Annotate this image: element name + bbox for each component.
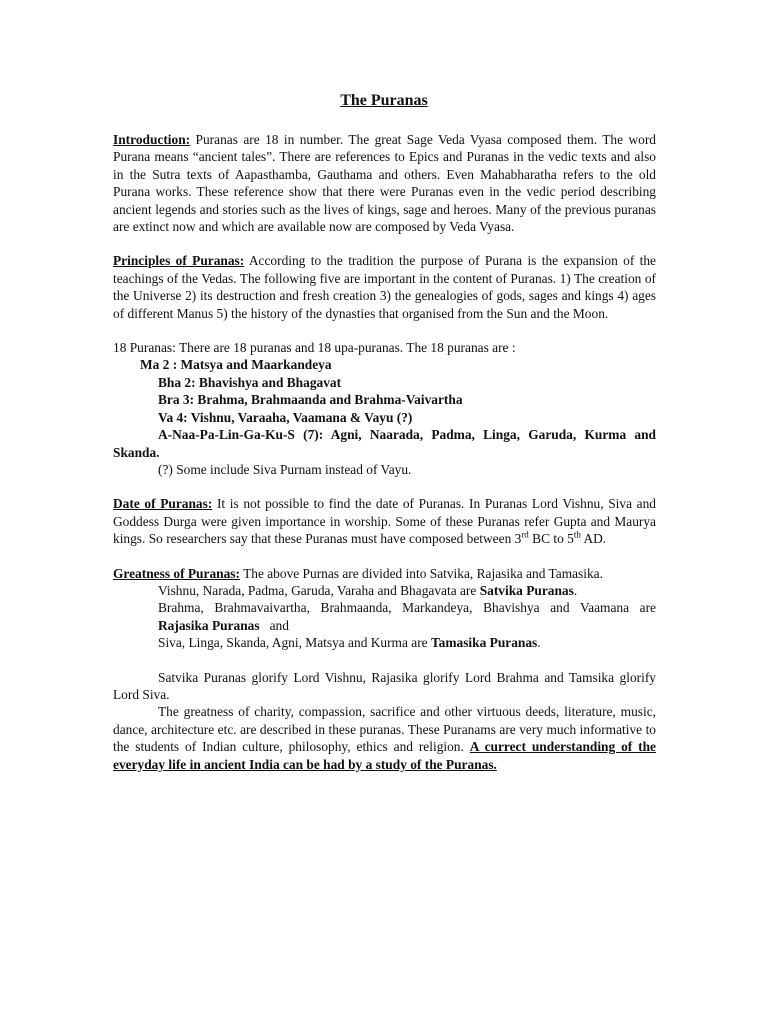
principles-heading: Principles of Puranas: <box>113 253 245 269</box>
date-sup-rd: rd <box>521 529 529 540</box>
page-title: The Puranas <box>340 92 428 109</box>
document-body <box>113 131 656 773</box>
list-item-bra: Bra 3: Brahma, Brahmaanda and Brahma-Vaivartha <box>158 392 463 408</box>
date-mid: BC to 5 <box>528 531 574 547</box>
rajasika-list: Brahma, Brahmavaivartha, Brahmaanda, Markandeya, Bhavishya and Vaamana are <box>158 600 656 616</box>
list-item-anaa: A-Naa-Pa-Lin-Ga-Ku-S (7): Agni, Naarada, Padma, Linga, Garuda, Kurma and Skanda. <box>113 427 656 460</box>
rajasika-label: Rajasika Puranas <box>158 617 260 633</box>
date-paragraph <box>113 495 656 547</box>
closing-bold: A currect understanding of the everyday life in ancient India can be had by a study of the Puranas. <box>113 739 656 772</box>
date-heading: Date of Puranas: <box>113 496 213 512</box>
tamasika-label: Tamasika Puranas <box>430 635 538 651</box>
list-note: (?) Some include Siva Purnam instead of Vayu. <box>158 461 412 477</box>
principles-text: According to the tradition the purpose of Purana is the expansion of the teachings of the Vedas. The following five are important in the content of Puranas. 1) The creation of the Universe 2) its destruction and fresh creation 3) the genealogies of gods, sages and kings 4) ages of different Manus 5) the history of the dynasties that organised from the Sun and the Moon. <box>113 253 656 321</box>
rajasika-line <box>113 599 656 634</box>
greatness-heading: Greatness of Puranas: <box>113 565 240 581</box>
list-item-va: Va 4: Vishnu, Varaaha, Vaamana & Vayu (?) <box>158 409 413 425</box>
rajasika-end: and <box>259 617 289 633</box>
satvika-label: Satvika Puranas <box>479 582 574 598</box>
introduction-heading: Introduction: <box>113 132 191 147</box>
closing-text: The greatness of charity, compassion, sacrifice and other virtuous deeds, literature, music, dance, architecture etc. are described in these puranas. These Puranams are very much informative to the students of Indian culture, philosophy, ethics and religion. <box>113 704 656 755</box>
date-end: AD. <box>580 531 607 547</box>
satvika-list: Vishnu, Narada, Padma, Garuda, Varaha and Bhagavata are <box>158 582 480 598</box>
date-sup-th: th <box>573 529 581 540</box>
list-item-ma: Ma 2 : Matsya and Maarkandeya <box>140 357 332 373</box>
greatness-text: The above Purnas are divided into Satvika, Rajasika and Tamasika. <box>239 565 603 581</box>
introduction-paragraph <box>113 131 656 235</box>
list-item-bha: Bha 2: Bhavishya and Bhagavat <box>158 374 342 390</box>
glorify-paragraph: Satvika Puranas glorify Lord Vishnu, Rajasika glorify Lord Brahma and Tamsika glorify Lord Siva. <box>113 669 656 702</box>
date-text: It is not possible to find the date of Puranas. In Puranas Lord Vishnu, Siva and Goddess Durga were given importance in worship. Some of these Puranas refer Gupta and Maurya kings. So researchers say that these Puranas must have composed between 3 <box>113 496 656 547</box>
closing-paragraph <box>113 703 656 773</box>
satvika-line: Vishnu, Narada, Padma, Garuda, Varaha and Bhagavata are Satvika Puranas. <box>158 582 578 598</box>
list-intro: 18 Puranas: There are 18 puranas and 18 upa-puranas. The 18 puranas are : <box>113 340 516 356</box>
tamasika-list: Siva, Linga, Skanda, Agni, Matsya and Kurma are <box>158 635 431 651</box>
tamasika-line: Siva, Linga, Skanda, Agni, Matsya and Kurma are Tamasika Puranas. <box>158 635 541 651</box>
principles-paragraph <box>113 252 656 322</box>
introduction-text: Puranas are 18 in number. The great Sage Veda Vyasa composed them. The word Purana means “ancient tales”. There are references to Epics and Puranas in the vedic texts and also in the Sutra texts of Aapasthamba, Gauthama and others. Even Mahabharatha refers to the old Purana works. These reference show that there were Puranas even in the vedic period describing ancient legends and stories such as the lives of kings, sage and heroes. Many of the previous puranas are extinct now and which are available now are composed by Veda Vyasa. <box>113 132 656 235</box>
greatness-paragraph <box>113 565 656 582</box>
